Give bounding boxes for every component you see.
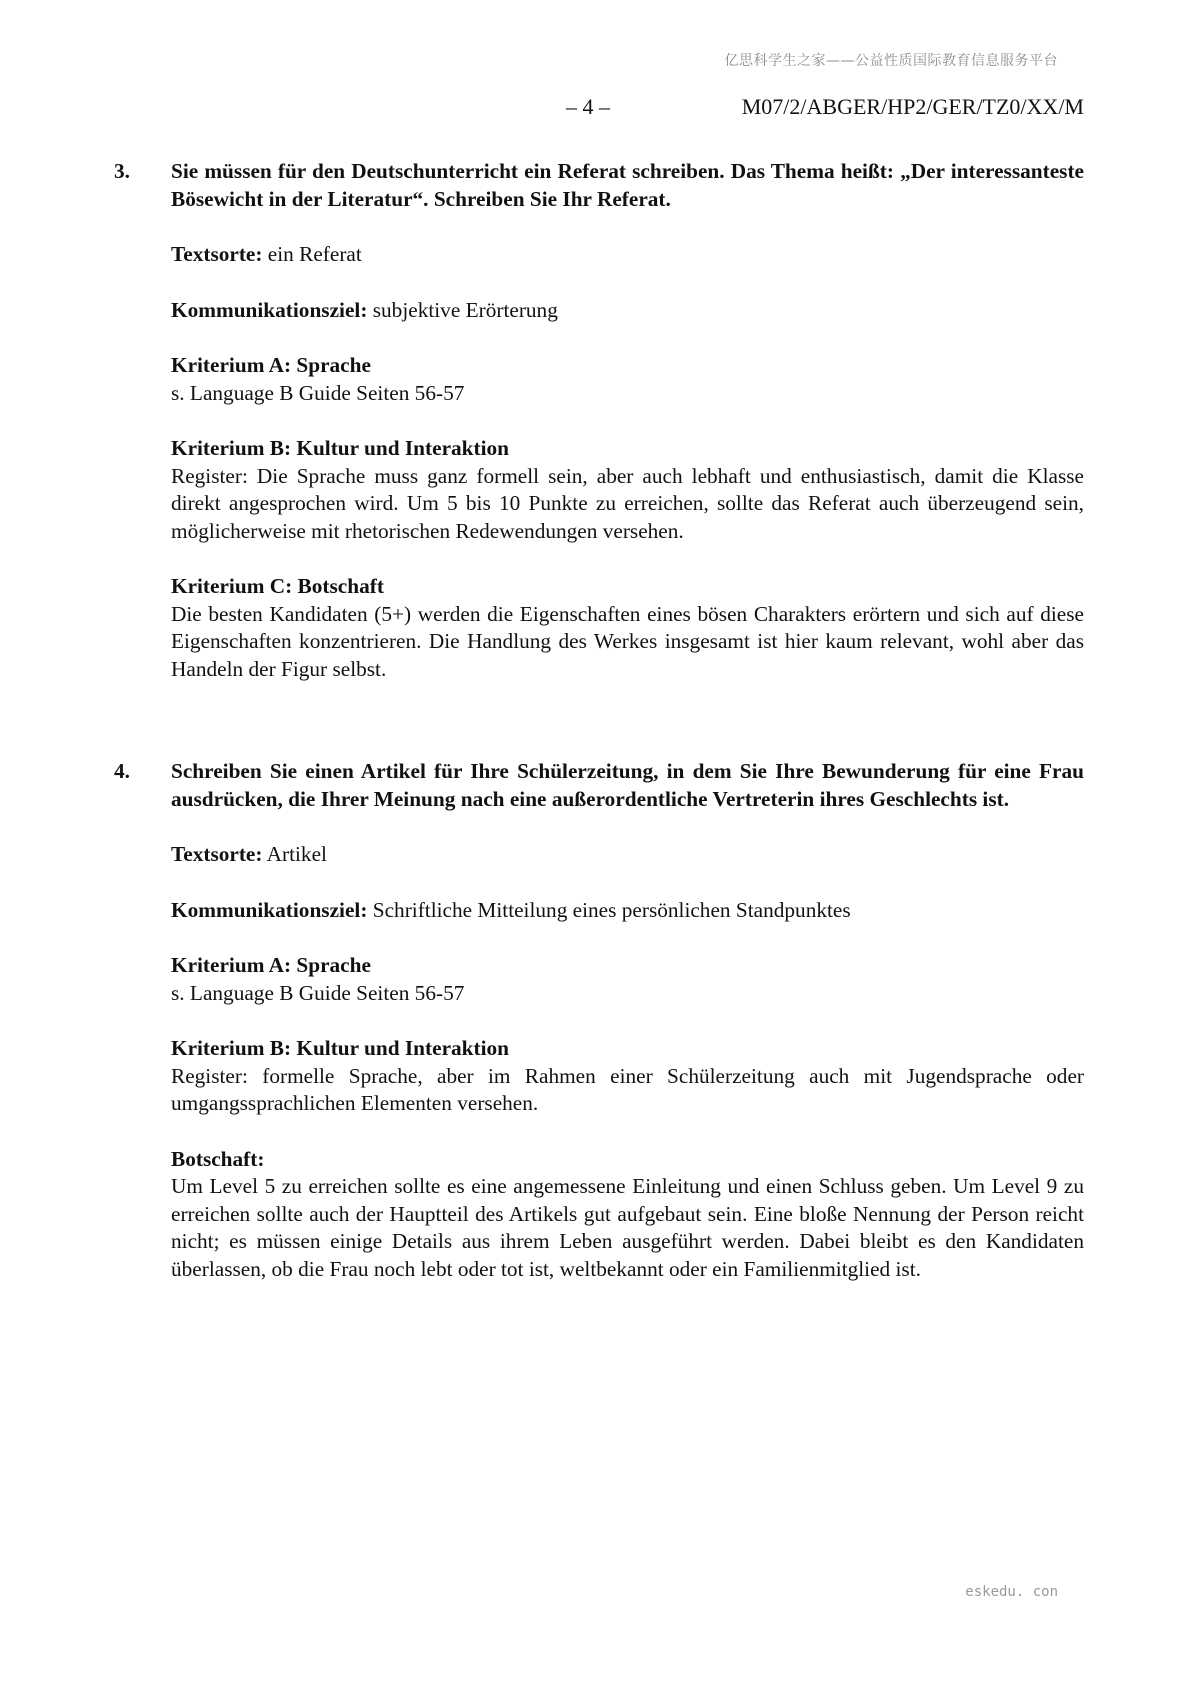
textsorte-label: Textsorte:	[171, 242, 263, 266]
kriterium-b-text: Register: formelle Sprache, aber im Rahmen einer Schülerzeitung auch mit Jugendsprache oder umgangssprachlichen Elementen versehen.	[171, 1063, 1084, 1115]
textsorte-label: Textsorte:	[171, 842, 263, 866]
kriterium-a-text: s. Language B Guide Seiten 56-57	[171, 380, 465, 405]
document-code: M07/2/ABGER/HP2/GER/TZ0/XX/M	[741, 94, 1084, 119]
kriterium-a-heading: Kriterium A: Sprache	[171, 953, 371, 977]
kriterium-a	[171, 352, 1084, 407]
kommunikationsziel-value: subjektive Erörterung	[367, 297, 558, 322]
question-4	[114, 758, 1084, 1311]
botschaft	[171, 1146, 1084, 1284]
kriterium-a-heading: Kriterium A: Sprache	[171, 353, 371, 377]
page-number: – 4 –	[566, 94, 610, 119]
botschaft-text: Um Level 5 zu erreichen sollte es eine angemessene Einleitung und einen Schluss geben. Um Level 9 zu erreichen sollte auch der Hauptteil des Artikels gut aufgebaut sein. Eine bloße Nennung der Person reicht nicht; es müssen einige Details aus ihrem Leben ausgeführt werden. Dabei bleibt es den Kandidaten überlassen, ob die Frau noch lebt oder tot ist, weltbekannt oder ein Familienmitglied ist.	[171, 1174, 1084, 1281]
kommunikationsziel-value: Schriftliche Mitteilung eines persönlichen Standpunktes	[367, 897, 851, 922]
textsorte	[171, 241, 1084, 269]
watermark-top: 亿思科学生之家——公益性质国际教育信息服务平台	[724, 53, 1058, 69]
question-number: 4.	[114, 759, 130, 783]
kommunikationsziel	[171, 297, 1084, 325]
textsorte	[171, 841, 1084, 869]
kriterium-c-text: Die besten Kandidaten (5+) werden die Eigenschaften eines bösen Charakters erörtern und sich auf diese Eigenschaften konzentrieren. Die Handlung des Werkes insgesamt ist hier kaum relevant, wohl aber das Handeln der Figur selbst.	[171, 601, 1084, 681]
question-number: 3.	[114, 159, 130, 183]
question-prompt: Sie müssen für den Deutschunterricht ein Referat schreiben. Das Thema heißt: „Der interessanteste Bösewicht in der Literatur“. Schreiben Sie Ihr Referat.	[171, 159, 1084, 211]
kommunikationsziel-label: Kommunikationsziel:	[171, 297, 368, 322]
kommunikationsziel	[171, 897, 1084, 925]
question-3	[114, 158, 1084, 711]
botschaft-heading: Botschaft:	[171, 1146, 265, 1171]
kriterium-c-heading: Kriterium C: Botschaft	[171, 574, 384, 598]
textsorte-value: Artikel	[262, 842, 327, 866]
question-prompt: Schreiben Sie einen Artikel für Ihre Schülerzeitung, in dem Sie Ihre Bewunderung für eine Frau ausdrücken, die Ihrer Meinung nach eine außerordentliche Vertreterin ihres Geschlechts ist.	[171, 759, 1084, 811]
watermark-bottom: eskedu. con	[965, 1584, 1058, 1600]
kriterium-b-text: Register: Die Sprache muss ganz formell sein, aber auch lebhaft und enthusiastisch, damit die Klasse direkt angesprochen wird. Um 5 bis 10 Punkte zu erreichen, sollte das Referat auch überzeugend sein, möglicherweise mit rhetorischen Redewendungen versehen.	[171, 463, 1084, 543]
kriterium-b-heading: Kriterium B: Kultur und Interaktion	[171, 436, 510, 460]
kriterium-c	[171, 573, 1084, 683]
kriterium-a-text: s. Language B Guide Seiten 56-57	[171, 980, 465, 1005]
page-header	[0, 94, 1190, 124]
textsorte-value: ein Referat	[262, 242, 362, 266]
kriterium-b	[171, 435, 1084, 545]
kriterium-a	[171, 952, 1084, 1007]
kriterium-b-heading: Kriterium B: Kultur und Interaktion	[171, 1036, 510, 1060]
kriterium-b	[171, 1035, 1084, 1118]
kommunikationsziel-label: Kommunikationsziel:	[171, 897, 368, 922]
